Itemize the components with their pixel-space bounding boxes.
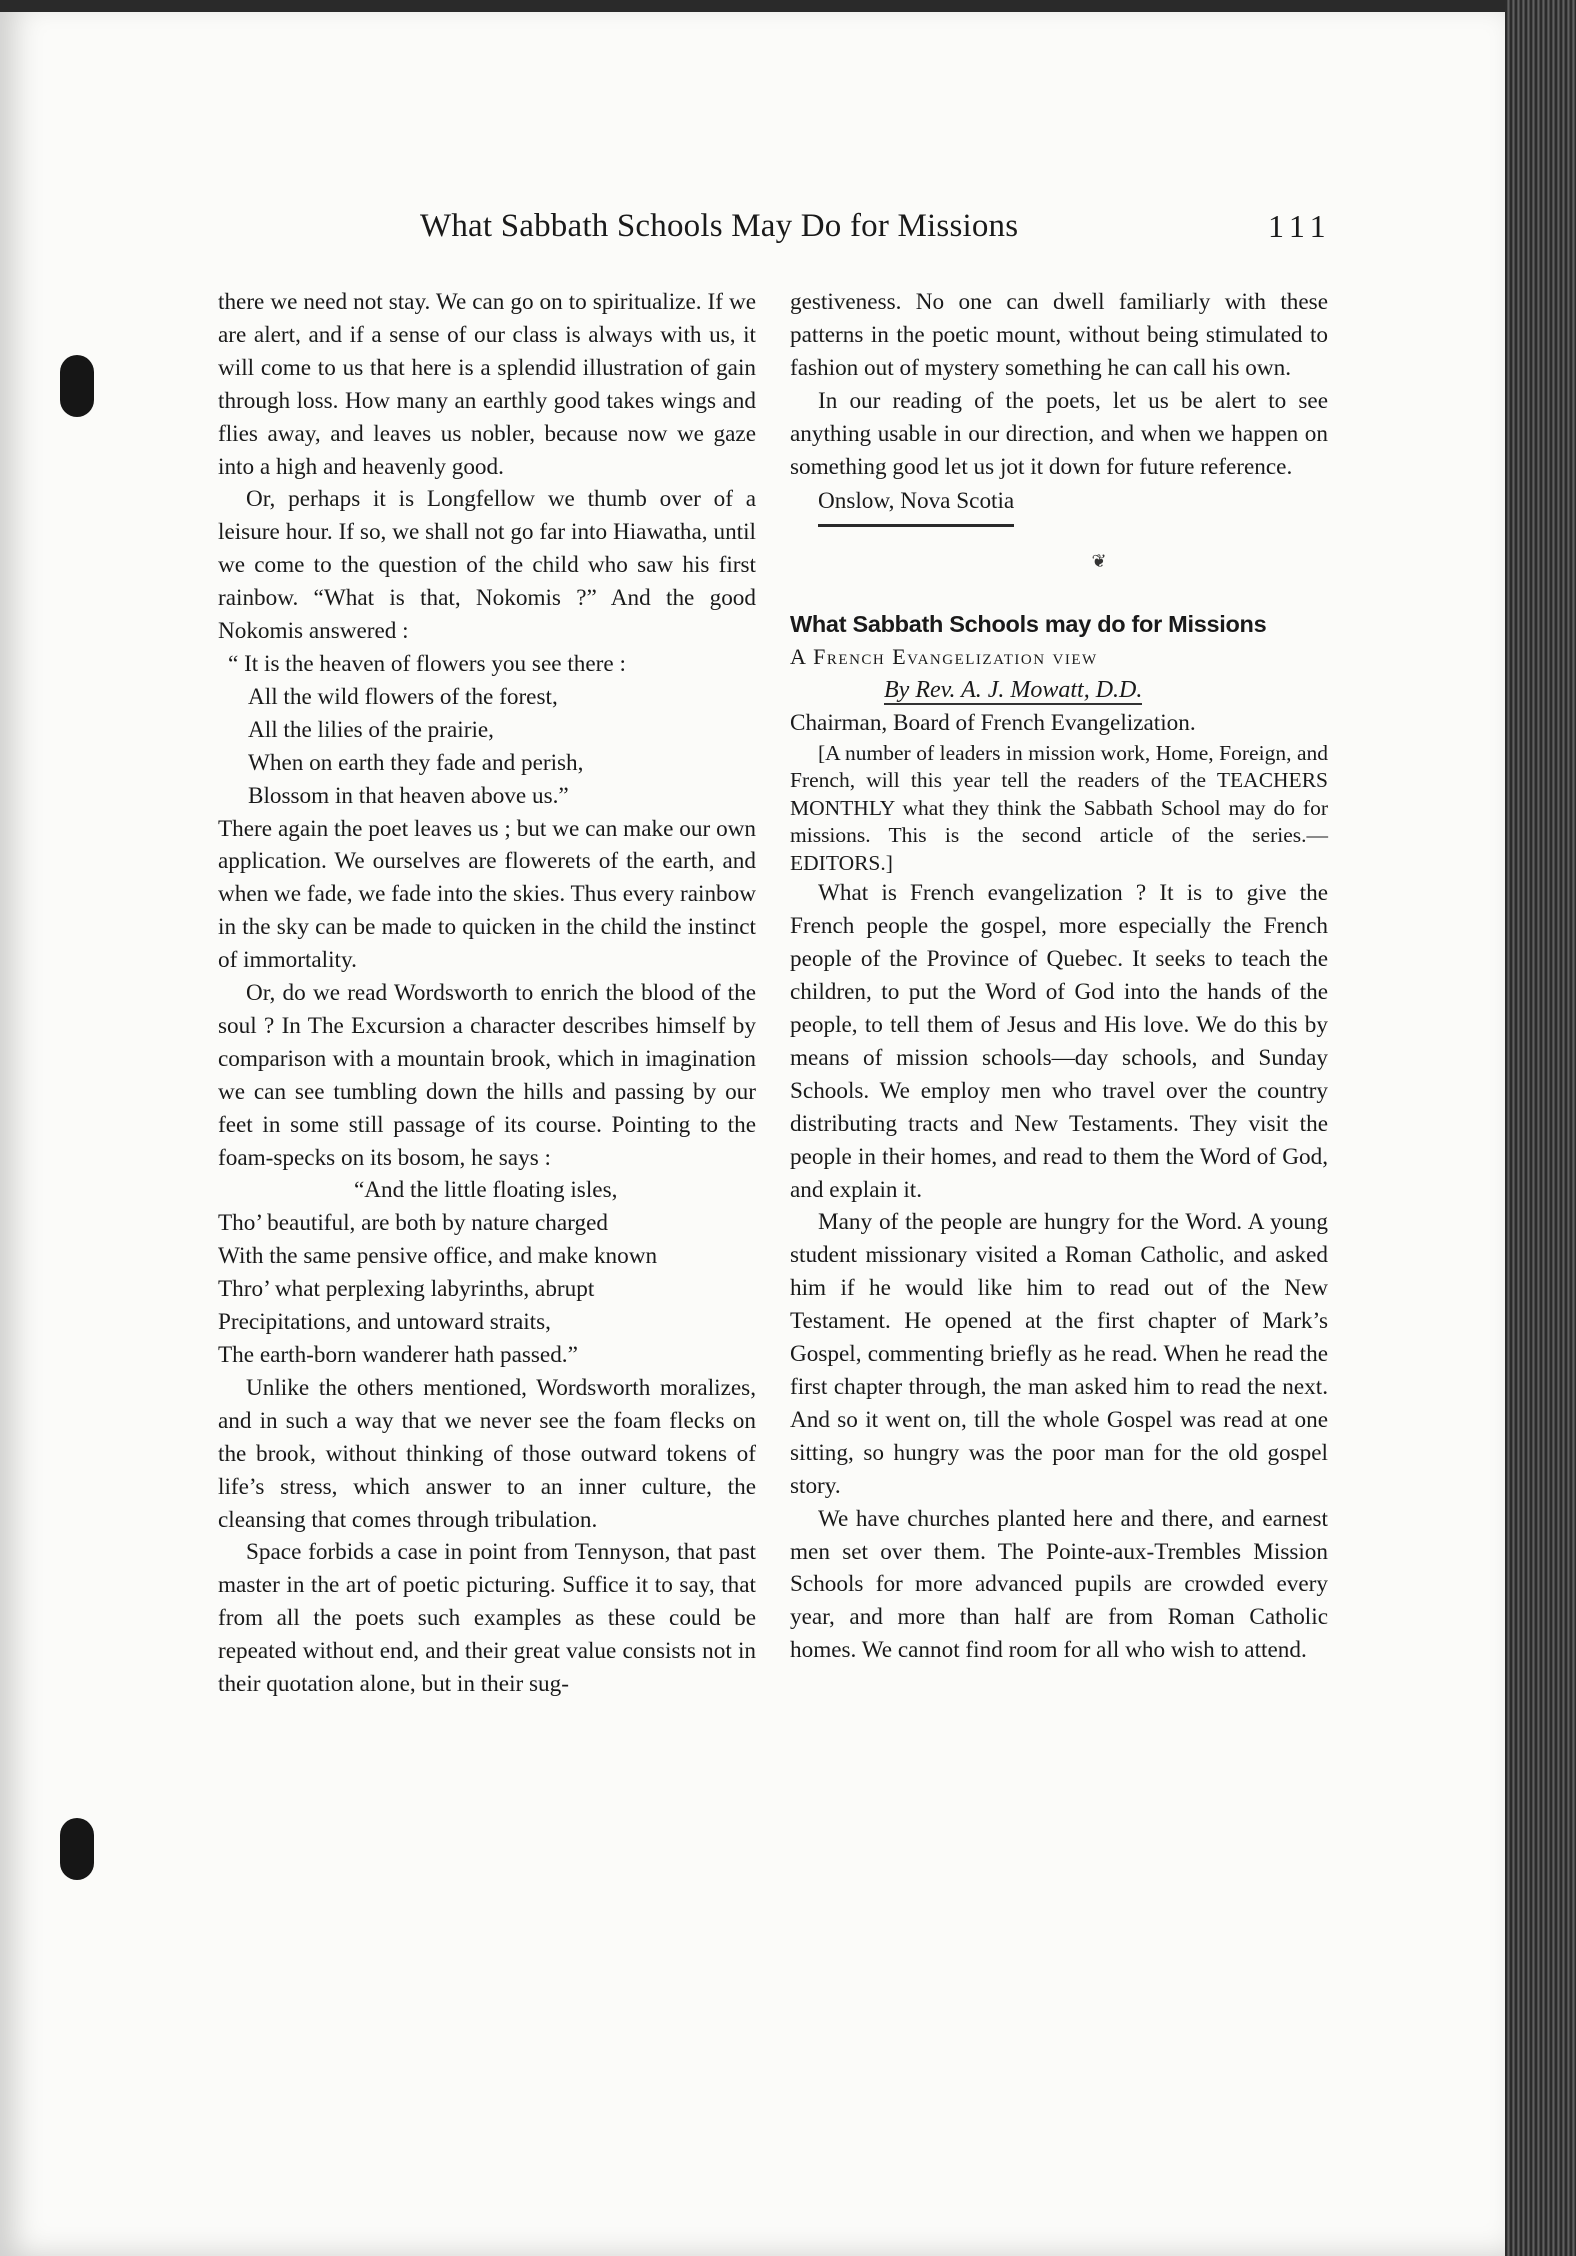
author-role: Chairman, Board of French Evangelization.: [790, 709, 1196, 736]
verse-line: The earth-born wanderer hath passed.”: [218, 1342, 578, 1368]
paragraph: Or, perhaps it is Longfellow we thumb over of a leisure hour. If so, we shall not go far into Hiawatha, until we come to the question of the child who saw his first rainbow. “What is that, Nokomis ?” And the good Nokomis answered :: [218, 486, 756, 645]
binding-hole: [60, 1818, 94, 1880]
verse-line: With the same pensive office, and make known: [218, 1243, 658, 1270]
verse-line: Precipitations, and untoward straits,: [218, 1309, 551, 1336]
paragraph: In our reading of the poets, let us be alert to see anything usable in our direction, and when we happen on something good let us jot it down for future reference.: [790, 387, 1328, 480]
verse-line: When on earth they fade and perish,: [248, 749, 584, 776]
verse-line: Thro’ what perplexing labyrinths, abrupt: [218, 1276, 595, 1303]
verse-line: Tho’ beautiful, are both by nature charged: [218, 1210, 608, 1237]
verse-line: All the wild flowers of the forest,: [248, 683, 558, 710]
left-column: [218, 286, 756, 1701]
paragraph: gestiveness. No one can dwell familiarly with these patterns in the poetic mount, without being stimulated to fashion out of mystery something he can call his own.: [790, 289, 1328, 381]
byline: [790, 674, 1328, 707]
byline-text: By Rev. A. J. Mowatt, D.D.: [884, 677, 1143, 704]
page-number: 111: [1268, 208, 1332, 244]
poem-hiawatha: [218, 648, 756, 813]
verse-line: All the lilies of the prairie,: [248, 716, 494, 743]
paragraph: Space forbids a case in point from Tennyson, that past master in the art of poetic picturing. Suffice it to say, that from all the poets such examples as these could be repeated without end, and their great value consists not in their quotation alone, but in their sug-: [218, 1539, 756, 1698]
article-subtitle: A French Evangelization view: [790, 644, 1098, 670]
paragraph: Many of the people are hungry for the Word. A young student missionary visited a Roman Catholic, and asked him if he would like him to read out of the New Testament. He opened at the first chapter of Mark’s Gospel, commenting briefly as he read. When he read the first chapter through, the man asked him to read the next. And so it went on, till the whole Gospel was read at one sitting, so hungry was the poor man for the old gospel story.: [790, 1209, 1328, 1499]
paragraph: Or, do we read Wordsworth to enrich the blood of the soul ? In The Excursion a character describes himself by comparison with a mountain brook, which in imagination we can see tumbling down the hills and passing by our feet in some still passage of its course. Pointing to the foam-specks on its bosom, he says :: [218, 980, 756, 1171]
paragraph: What is French evangelization ? It is to give the French people the gospel, more especially the French people of the Province of Quebec. It seeks to teach the children, to put the Word of God into the hands of the people, to tell them of Jesus and His love. We do this by means of mission schools—day schools, and Sunday Schools. We employ men who travel over the country distributing tracts and New Testaments. They visit the people in their homes, and read to them the Word of God, and explain it.: [790, 880, 1328, 1203]
paragraph: Unlike the others mentioned, Wordsworth moralizes, and in such a way that we never see the foam flecks on the brook, without thinking of those outward tokens of life’s stress, which answer to an inner culture, the cleansing that comes through tribulation.: [218, 1374, 756, 1533]
verse-line: “ It is the heaven of flowers you see there :: [228, 650, 626, 677]
binding-hole: [60, 355, 94, 417]
verse-line: Blossom in that heaven above us.”: [248, 782, 569, 809]
article-title: What Sabbath Schools may do for Missions: [790, 611, 1267, 638]
poem-excursion: [218, 1174, 756, 1371]
paragraph: We have churches planted here and there, and earnest men set over them. The Pointe-aux-Trembles Mission Schools for more advanced pupils are crowded every year, and more than half are from Roman Catholic homes. We cannot find room for all who wish to attend.: [790, 1505, 1328, 1664]
paragraph: There again the poet leaves us ; but we can make our own application. We ourselves are flowerets of the earth, and when we fade, we fade into the skies. Thus every rainbow in the sky can be made to quicken in the child the instinct of immortality.: [218, 815, 756, 974]
page-block-edge: [1505, 0, 1576, 2256]
paragraph: there we need not stay. We can go on to spiritualize. If we are alert, and if a sense of our class is always with us, it will come to us that here is a splendid illustration of gain through loss. How many an earthly good takes wings and flies away, and leaves us nobler, because now we gaze into a high and heavenly good.: [218, 289, 756, 480]
author-signature: Onslow, Nova Scotia: [818, 485, 1014, 527]
section-ornament: ❦: [1091, 551, 1107, 572]
editor-note: [A number of leaders in mission work, Home, Foreign, and French, will this year tell the readers of the TEACHERS MONTHLY what they think the Sabbath School may do for missions. This is the second article of the series.—EDITORS.]: [790, 740, 1328, 875]
right-column: [790, 286, 1328, 1667]
running-head: What Sabbath Schools May Do for Missions: [420, 208, 1019, 244]
page-top-edge: [0, 0, 1505, 12]
verse-line: “And the little floating isles,: [354, 1177, 618, 1204]
